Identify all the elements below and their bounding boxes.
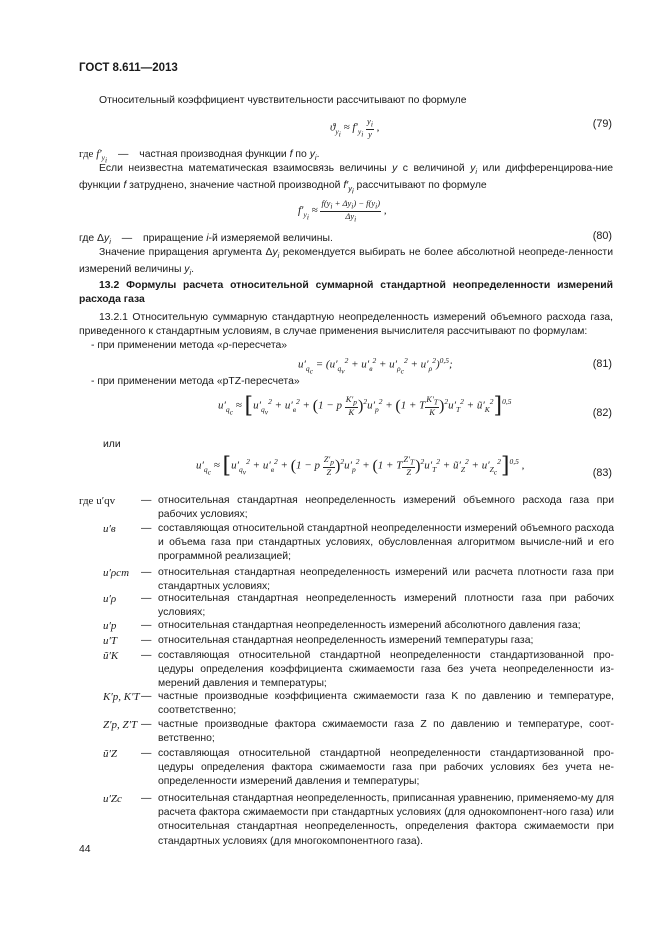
- def-text: относительная стандартная неопределенность измерений плотности газа при рабочих условиях;: [158, 593, 614, 619]
- paragraph-sensitivity: Относительный коэффициент чувствительности рассчитывают по формуле: [99, 95, 467, 106]
- section-heading-13-2: 13.2 Формулы расчета относительной суммарной стандартной неопределенности измерений расхода газа: [79, 280, 614, 306]
- def-dash: —: [141, 691, 152, 702]
- method-rho: - при применении метода «ρ-пересчета»: [91, 340, 288, 351]
- formula-82: $u'_{q_c} \approx [u'_{q_v}^2 + u'_в^2 + (1 - p$ $\frac{K'_p}{K}$ )$^2u'_p^2 + (1 + T$ $\frac{K'_T}{K}$ )$^2u'_T^2$ + $ũ'_K^2]^{0,5}$: [218, 393, 512, 419]
- def-dash: —: [141, 523, 152, 534]
- formula-83: $u'_{q_c} \approx [u'_{q_v}^2 + u'_в^2 + (1 - p$ $\frac{Z'_p}{Z}$ )$^2u'_p^2 + (1 + T$ $\frac{Z'_T}{Z}$ )$^2u'_T^2$ + $ũ'_Z^2 + u'_{Z_c}^2]^{0,5}$ ,: [196, 453, 525, 479]
- def-dash: —: [141, 567, 152, 578]
- def-dash: —: [141, 793, 152, 804]
- def-dash: —: [141, 719, 152, 730]
- formula-79: $ϑ_{y_i} \approx f'_{y_i}$ $\frac{y_i}{y}$ ,: [330, 116, 380, 139]
- def-text: составляющая относительной стандартной неопределенности стандартизованной про-цедуры определения фактора сжимаемости газа при рабочих условиях без учета не-определенности измерений давления и температуры;: [158, 748, 614, 788]
- paragraph-increment: Значение приращения аргумента $\Delta y_i$ рекомендуется выбирать не более абсолютной неопреде-ленности измерений величины $y_i$.: [79, 247, 613, 278]
- or-word: или: [103, 439, 121, 450]
- page-number: 44: [79, 844, 91, 855]
- def-dash: —: [141, 635, 152, 646]
- def-symbol: u′ρ: [103, 593, 117, 605]
- method-ptz: - при применении метода «pTZ-пересчета»: [91, 376, 300, 387]
- def-text: относительная стандартная неопределенность измерений или расчета плотности газа при стандартных условиях;: [158, 567, 614, 593]
- def-dash: —: [141, 620, 152, 631]
- def-text: относительная стандартная неопределенность, приписанная уравнению, применяемо-му для расчета фактора сжимаемости при стандартных условиях (для однокомпонент-ного газа) или относительная стандартная неопределенность, определения фактора сжимаемости при стандартных условиях (для многокомпонентного газа).: [158, 793, 614, 847]
- def-text: частные производные коэффициента сжимаемости газа K по давлению и температуре, соответственно;: [158, 691, 614, 717]
- def-symbol: u′Zc: [103, 793, 122, 805]
- def-symbol: K′p, K′T: [103, 691, 140, 703]
- where-f-derivative: где $f'_{y_i}$ — частная производная функции f по $y_i$.: [79, 148, 320, 165]
- equation-number-81: (81): [592, 358, 612, 370]
- def-symbol: где u′qv: [79, 495, 116, 507]
- def-dash: —: [141, 495, 152, 506]
- equation-number-83: (83): [592, 467, 612, 479]
- formula-81: $u'_{q_c} = (u'_{q_v}^2 + u'_в^2 + u'_{\rho_c}^2 + u'_\rho^2)^{0,5}$;: [298, 356, 453, 376]
- def-symbol: u′T: [103, 635, 118, 647]
- def-text: частные производные фактора сжимаемости газа Z по давлению и температуре, соот-ветственно;: [158, 719, 614, 745]
- paragraph-13-2-1: 13.2.1 Относительную суммарную стандартную неопределенность измерений объемного расхода газа, приведенного к стандартным условиям, в случае применения вычислителя рассчитывают по формулам:: [79, 312, 613, 338]
- def-text: составляющая относительной стандартной неопределенности стандартизованной про-цедуры определения коэффициента сжимаемости газа без учета неопределенности из-мерений давления и температуры;: [158, 650, 614, 690]
- formula-80: $f'_{y_i}$ ≈ $\frac{f(y_i + \Delta y_i) - f(y_i)}{\Delta y_i}$ ,: [298, 198, 387, 224]
- equation-number-80: (80): [592, 230, 612, 242]
- def-symbol: u′p: [103, 620, 117, 632]
- def-text: относительная стандартная неопределенность измерений абсолютного давления газа;: [158, 620, 581, 631]
- def-symbol: Z′p, Z′T: [103, 719, 138, 731]
- def-symbol: u′ρст: [103, 567, 130, 579]
- def-text: относительная стандартная неопределенность измерений температуры газа;: [158, 635, 534, 646]
- where-delta-y: где $\Delta y_i$ — приращение i-й измеряемой величины.: [79, 233, 333, 247]
- def-symbol: ũ′Z: [103, 748, 118, 760]
- document-header: ГОСТ 8.611—2013: [79, 62, 178, 74]
- def-text: относительная стандартная неопределенность измерений объемного расхода газа при рабочих условиях;: [158, 495, 614, 521]
- def-dash: —: [141, 650, 152, 661]
- equation-number-79: (79): [592, 118, 612, 130]
- def-text: составляющая относительной стандартной неопределенности измерений объемного расхода и объема газа при стандартных условиях, обусловленная алгоритмом вычисле-ний и его программной реализацией;: [158, 523, 614, 563]
- paragraph-derivative-estimation: Если неизвестна математическая взаимосвязь величины y с величиной $y_i$ или дифференцирова-ние функции f затруднено, значение частной производной $f'_{y_i}$ рассчитывают по формуле: [79, 163, 613, 196]
- def-dash: —: [141, 748, 152, 759]
- def-dash: —: [141, 593, 152, 604]
- equation-number-82: (82): [592, 407, 612, 419]
- def-symbol: ũ′K: [103, 650, 119, 662]
- def-symbol: u′в: [103, 523, 116, 535]
